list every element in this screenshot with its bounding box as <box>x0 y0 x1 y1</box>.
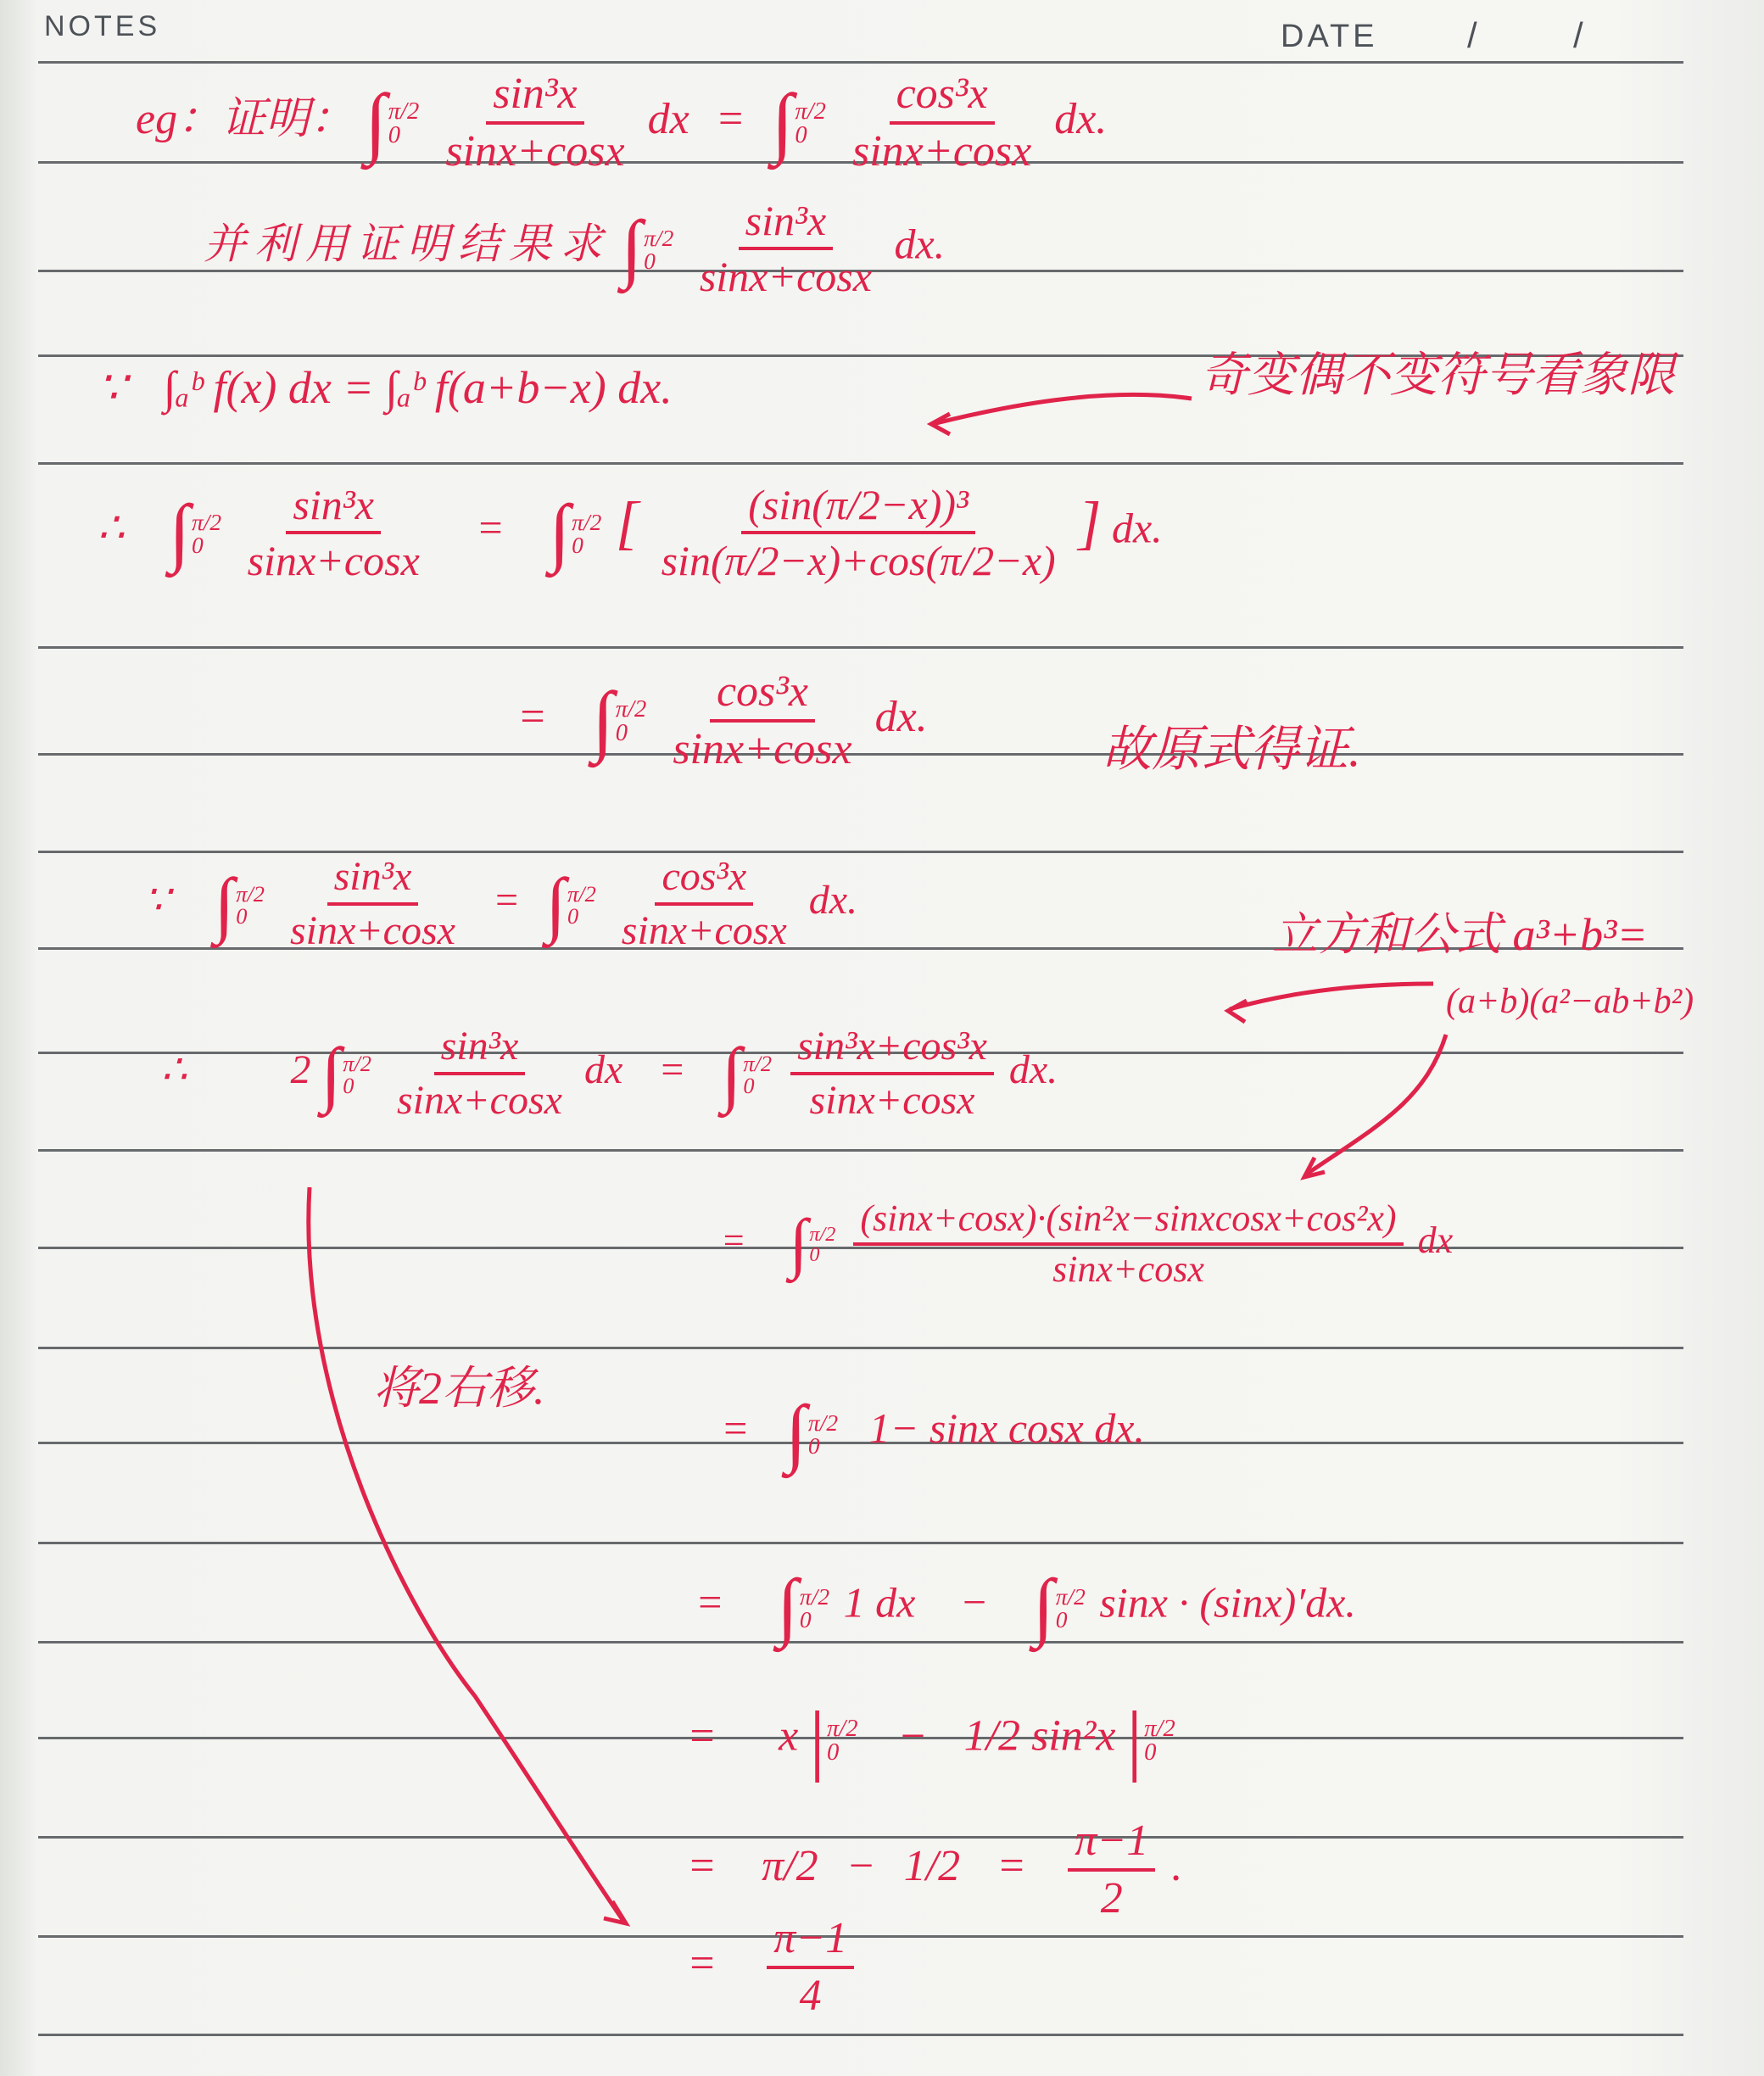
fraction: $\frac{\text{(sin(π/2−x))³}}{\sin(\pi/2-x)+\cos(\pi/2-x)}$ <box>661 481 1056 584</box>
arrow-head-formula <box>1228 1001 1247 1022</box>
equality-line: ∵ ∫ π/2 0 $\frac{\text{sin³x}}{\sin x+\cos x}$ = ∫ π/2 0 $\frac{\text{cos³x}}{\sin x+\cos x}$ dx. <box>144 854 858 953</box>
cube-sum-formula-note: 立方和公式 a³+b³= <box>1272 909 1648 960</box>
simplified-line: = ∫ π/2 0 1− sinx cosx dx. <box>721 1391 1145 1475</box>
integral-sign: ∫ π/2 0 <box>777 1565 830 1649</box>
notes-label: NOTES <box>44 10 161 42</box>
fraction: $\frac{\text{cos³x}}{\sin x+\cos x}$ <box>673 667 852 773</box>
final-answer-line: = $\frac{\pi-1}{4}$ <box>687 1917 859 2018</box>
fraction: $\frac{\text{sin³x+cos³x}}{\sin x+\cos x}$ <box>790 1026 994 1121</box>
fraction: $\frac{\text{cos³x}}{\sin x+\cos x}$ <box>621 854 787 953</box>
integral-sign: ∫ π/2 0 <box>621 206 674 290</box>
evaluation-bar: | π/2 0 <box>1126 1696 1175 1783</box>
date-label: DATE <box>1281 19 1378 54</box>
split-integral-line: = ∫ π/2 0 1 dx − ∫ π/2 0 sinx · (sinx)′dx. <box>695 1565 1356 1649</box>
proof-conclusion-note: 故原式得证. <box>1102 722 1361 777</box>
fraction: $\frac{\text{cos³x}}{\sin x+\cos x}$ <box>851 70 1032 176</box>
cube-sum-formula-expansion: (a+b)(a²−ab+b²) <box>1446 982 1694 1021</box>
fraction: $\frac{\text{sin³x}}{\sin x+\cos x}$ <box>289 854 455 953</box>
integral-sign: ∫ π/2 0 <box>214 862 265 945</box>
factored-line: = ∫ π/2 0 $\frac{\text{(sinx+cosx)·(sin²x−sinxcosx+cos²x)}}{\sin x+\cos x}$ dx <box>721 1197 1454 1290</box>
integral-sign: ∫ π/2 0 <box>592 677 647 765</box>
date-slash: / <box>1467 15 1481 55</box>
fraction: $\frac{\pi-1}{2}$ <box>1068 1819 1155 1921</box>
value-line: = π/2 − 1/2 = $\frac{\pi-1}{2}$ . <box>687 1816 1183 1923</box>
integral-sign: ∫ π/2 0 <box>169 490 222 574</box>
integral-sign: ∫ π/2 0 <box>1033 1565 1086 1649</box>
fraction: $\frac{\text{sin³x}}{\sin x+\cos x}$ <box>445 70 625 176</box>
evaluation-line: = x | π/2 0 − 1/2 sin²x | π/2 0 <box>687 1696 1175 1783</box>
doubled-integral-line: ∴ 2 ∫ π/2 0 $\frac{\text{sin³x}}{\sin x+\cos x}$ dx = ∫ π/2 0 $\frac{\text{sin³x+cos³x}}{\sin x+\cos x}$ dx. <box>161 1024 1058 1123</box>
fraction: $\frac{\text{(sinx+cosx)·(sin²x−sinxcosx+cos²x)}}{\sin x+\cos x}$ <box>853 1200 1403 1288</box>
move-two-note: 将2右移. <box>373 1363 545 1414</box>
arrow-to-property <box>933 394 1192 424</box>
arrow-from-formula <box>1230 984 1433 1009</box>
integral-sign: ∫ π/2 0 <box>365 79 420 167</box>
arrow-to-factored <box>1306 1035 1446 1175</box>
property-line: ∵ ∫ₐᵇ f(x) dx = ∫ₐᵇ f(a+b−x) dx. <box>98 362 673 413</box>
arrow-head-move-two <box>604 1901 626 1923</box>
example-statement: eg：证明： ∫ π/2 0 $\frac{\text{sin³x}}{\sin x+\cos x}$ dx = ∫ π/2 0 $\frac{\text{cos³x}}{\sin x+\cos x}$ dx. <box>136 70 1108 176</box>
integral-sign: ∫ π/2 0 <box>321 1032 371 1114</box>
substitution-line: ∴ ∫ π/2 0 $\frac{\text{sin³x}}{\sin x+\cos x}$ = ∫ π/2 0 [ $\frac{\text{(sin(π/2−x))³}}{\sin(\pi/2-x)+\cos(\pi/2-x)}$ ] dx. <box>98 481 1163 584</box>
date-slash: / <box>1573 15 1587 55</box>
result-line: = ∫ π/2 0 $\frac{\text{cos³x}}{\sin x+\cos x}$ dx. <box>517 667 928 773</box>
fraction: $\frac{\text{sin³x}}{\sin x+\cos x}$ <box>396 1024 562 1123</box>
arrow-move-two <box>309 1187 623 1921</box>
fraction: $\frac{\text{sin³x}}{\sin x+\cos x}$ <box>699 197 872 300</box>
integral-sign: ∫ π/2 0 <box>549 490 602 574</box>
mnemonic-note: 奇变偶不变符号看象限 <box>1200 349 1675 402</box>
integral-sign: ∫ π/2 0 <box>771 79 826 167</box>
integral-sign: ∫ π/2 0 <box>789 1206 836 1281</box>
example-prefix: eg：证明： <box>136 94 354 143</box>
integral-sign: ∫ π/2 0 <box>545 862 596 945</box>
evaluation-bar: | π/2 0 <box>809 1696 858 1783</box>
integral-sign: ∫ π/2 0 <box>785 1391 839 1475</box>
fraction: $\frac{\text{sin³x}}{\sin x+\cos x}$ <box>247 481 420 584</box>
task-statement: 并利用证明结果求 ∫ π/2 0 $\frac{\text{sin³x}}{\sin x+\cos x}$ dx. <box>204 197 946 300</box>
final-answer: $\frac{\pi-1}{4}$ <box>767 1917 854 2018</box>
integral-sign: ∫ π/2 0 <box>721 1032 773 1114</box>
